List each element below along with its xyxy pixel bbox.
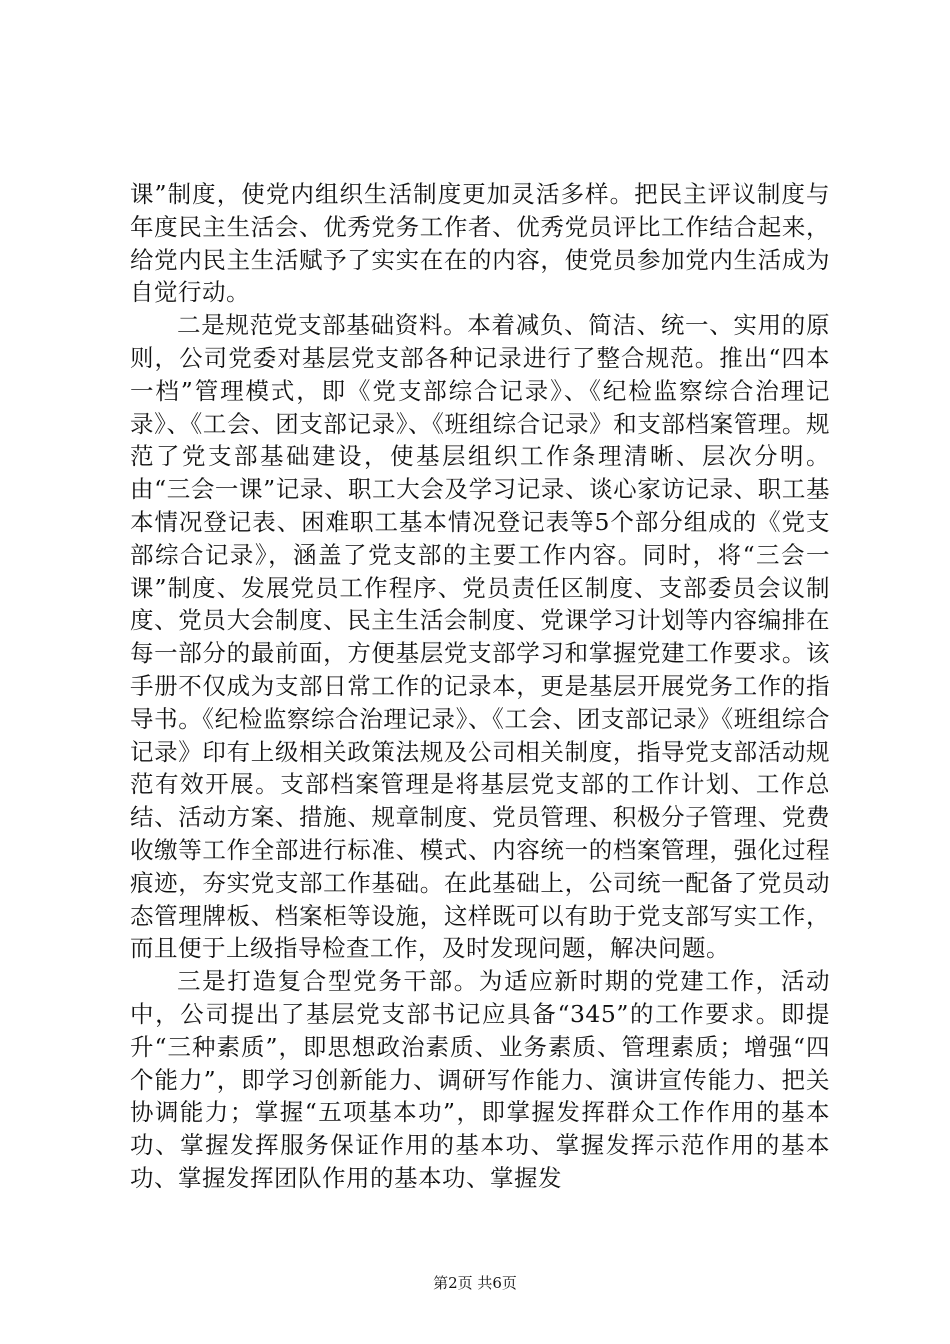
- paragraph-composite-cadres: 三是打造复合型党务干部。为适应新时期的党建工作，活动中，公司提出了基层党支部书记应具备“345”的工作要求。即提升“三种素质”，即思想政治素质、业务素质、管理素质；增强“四个能力”，即学习创新能力、调研写作能力、演讲宣传能力、把关协调能力；掌握“五项基本功”，即掌握发挥群众工作作用的基本功、掌握发挥服务保证作用的基本功、掌握发挥示范作用的基本功、掌握发挥团队作用的基本功、掌握发: [130, 967, 830, 1192]
- paragraph-continuation: 课”制度，使党内组织生活制度更加灵活多样。把民主评议制度与年度民主生活会、优秀党务工作者、优秀党员评比工作结合起来，给党内民主生活赋予了实实在在的内容，使党员参加党内生活成为自觉行动。: [130, 180, 830, 307]
- page-footer: 第2页 共6页: [433, 1274, 517, 1292]
- paragraph-standardize-materials: 二是规范党支部基础资料。本着减负、简洁、统一、实用的原则，公司党委对基层党支部各种记录进行了整合规范。推出“四本一档”管理模式，即《党支部综合记录》、《纪检监察综合治理记录》、《工会、团支部记录》、《班组综合记录》和支部档案管理。规范了党支部基础建设，使基层组织工作条理清晰、层次分明。由“三会一课”记录、职工大会及学习记录、谈心家访记录、职工基本情况登记表、困难职工基本情况登记表等5个部分组成的《党支部综合记录》，涵盖了党支部的主要工作内容。同时，将“三会一课”制度、发展党员工作程序、党员责任区制度、支部委员会议制度、党员大会制度、民主生活会制度、党课学习计划等内容编排在每一部分的最前面，方便基层党支部学习和掌握党建工作要求。该手册不仅成为支部日常工作的记录本，更是基层开展党务工作的指导书。《纪检监察综合治理记录》、《工会、团支部记录》《班组综合记录》印有上级相关政策法规及公司相关制度，指导党支部活动规范有效开展。支部档案管理是将基层党支部的工作计划、工作总结、活动方案、措施、规章制度、党员管理、积极分子管理、党费收缴等工作全部进行标准、模式、内容统一的档案管理，强化过程痕迹，夯实党支部工作基础。在此基础上，公司统一配备了党员动态管理牌板、档案柜等设施，这样既可以有助于党支部写实工作，而且便于上级指导检查工作，及时发现问题，解决问题。: [130, 311, 830, 963]
- document-body: [130, 178, 830, 1195]
